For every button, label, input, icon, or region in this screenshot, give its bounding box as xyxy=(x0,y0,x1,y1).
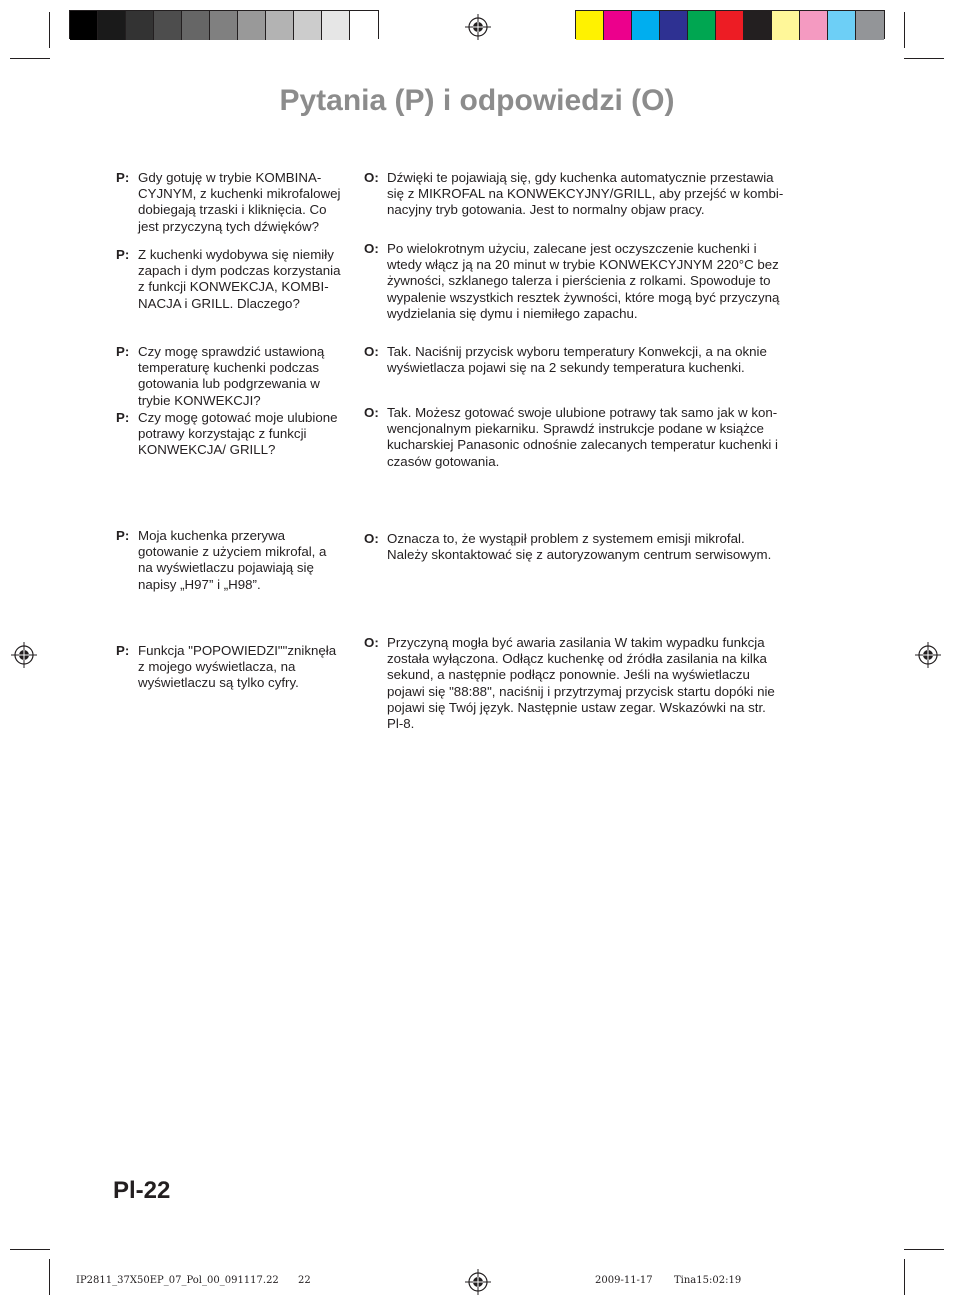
answer-label: O: xyxy=(364,635,379,650)
grayscale-swatch xyxy=(322,11,350,40)
question-label: P: xyxy=(116,643,130,658)
answer-label: O: xyxy=(364,241,379,256)
answer-text-line: została wyłączona. Odłącz kuchenkę od źródła zasilania na kilka xyxy=(387,651,767,667)
crop-mark xyxy=(49,1259,50,1295)
answer-text-line: Tak. Możesz gotować swoje ulubione potrawy tak samo jak w kon- xyxy=(387,405,778,420)
process-color-swatch xyxy=(772,11,800,40)
footer-date: 2009-11-17 xyxy=(595,1275,653,1286)
crop-mark xyxy=(10,58,50,59)
grayscale-swatch xyxy=(126,11,154,40)
question-text-line: zapach i dym podczas korzystania xyxy=(138,263,341,279)
question-label: P: xyxy=(116,247,130,262)
question-text-line: CYJNYM, z kuchenki mikrofalowej xyxy=(138,186,341,202)
process-color-swatch xyxy=(716,11,744,40)
question-label: P: xyxy=(116,528,130,543)
answer-text-line: żywności, szklanego talerza i pierścienia z rolkami. Spowoduje to xyxy=(387,273,771,289)
answer-label: O: xyxy=(364,170,379,185)
question-block xyxy=(116,410,356,459)
footer-time: Tina15:02:19 xyxy=(674,1275,742,1286)
process-color-swatch xyxy=(800,11,828,40)
question-text-line: wyświetlaczu są tylko cyfry. xyxy=(138,675,299,691)
registration-mark-icon xyxy=(11,642,37,668)
grayscale-swatch xyxy=(294,11,322,40)
question-text-line: Czy mogę gotować moje ulubione xyxy=(138,410,338,425)
question-text-line: napisy „H97” i „H98”. xyxy=(138,576,261,592)
answer-text-line: czasów gotowania. xyxy=(387,453,500,469)
answer-text-line: wtedy włącz ją na 20 minut w trybie KONWEKCYJNYM 220°C bez xyxy=(387,257,779,273)
answer-text-line: Tak. Naciśnij przycisk wyboru temperatury Konwekcji, a na oknie xyxy=(387,344,767,359)
answer-block xyxy=(364,531,824,563)
grayscale-swatch xyxy=(238,11,266,40)
question-block xyxy=(116,643,356,692)
question-text-line: potrawy korzystając z funkcji xyxy=(138,426,307,442)
crop-mark xyxy=(904,58,944,59)
process-color-swatch xyxy=(604,11,632,40)
crop-mark xyxy=(904,1249,944,1250)
question-text-line: jest przyczyną tych dźwięków? xyxy=(138,218,320,234)
question-block xyxy=(116,170,356,235)
process-color-swatch xyxy=(688,11,716,40)
question-text-line: z mojego wyświetlacza, na xyxy=(138,659,296,675)
answer-text-line: sekund, a następnie podłącz ponownie. Jeśli na wyświetlaczu xyxy=(387,667,750,683)
registration-mark-icon xyxy=(915,642,941,668)
answer-text-line: Po wielokrotnym użyciu, zalecane jest oczyszczenie kuchenki i xyxy=(387,241,757,256)
question-block xyxy=(116,528,356,593)
answer-text-line: wypalenie wszystkich resztek żywności, które mogą być przyczyną xyxy=(387,289,780,305)
process-color-swatch xyxy=(632,11,660,40)
crop-mark xyxy=(49,12,50,48)
registration-mark-icon xyxy=(465,14,491,40)
process-color-swatch xyxy=(828,11,856,40)
grayscale-swatch xyxy=(70,11,98,40)
question-text-line: temperaturę kuchenki podczas xyxy=(138,360,320,376)
answer-block xyxy=(364,170,824,219)
grayscale-swatch xyxy=(266,11,294,40)
question-text-line: gotowanie z użyciem mikrofal, a xyxy=(138,544,327,560)
answer-text-line: Pl-8. xyxy=(387,716,415,732)
grayscale-swatch xyxy=(98,11,126,40)
question-text-line: Funkcja "POPOWIEDZI""zniknęła xyxy=(138,643,337,658)
process-color-swatch xyxy=(660,11,688,40)
process-color-swatch xyxy=(576,11,604,40)
crop-mark xyxy=(904,12,905,48)
grayscale-swatch xyxy=(154,11,182,40)
footer-filename: IP2811_37X50EP_07_Pol_00_091117.22 xyxy=(76,1275,279,1286)
answer-block xyxy=(364,635,824,732)
question-label: P: xyxy=(116,170,130,185)
question-text-line: KONWEKCJA/ GRILL? xyxy=(138,442,276,458)
answer-text-line: Oznacza to, że wystąpił problem z systemem emisji mikrofal. xyxy=(387,531,745,546)
question-text-line: Z kuchenki wydobywa się niemiły xyxy=(138,247,334,262)
crop-mark xyxy=(904,1259,905,1295)
question-label: P: xyxy=(116,344,130,359)
answer-text-line: wencjonalnym piekarniku. Sprawdź instrukcje podane w książce xyxy=(387,421,764,437)
answer-block xyxy=(364,405,824,470)
answer-label: O: xyxy=(364,405,379,420)
answer-block xyxy=(364,344,824,376)
question-text-line: Czy mogę sprawdzić ustawioną xyxy=(138,344,325,359)
process-color-bar xyxy=(575,10,885,39)
question-text-line: dobiegają trzaski i kliknięcia. Co xyxy=(138,202,327,218)
answer-text-line: Przyczyną mogła być awaria zasilania W takim wypadku funkcja xyxy=(387,635,765,650)
answer-text-line: się z MIKROFAL na KONWEKCYJNY/GRILL, aby przejść w kombi- xyxy=(387,186,784,202)
grayscale-color-bar xyxy=(69,10,379,39)
question-text-line: gotowania lub podgrzewania w xyxy=(138,376,320,392)
question-text-line: z funkcji KONWEKCJA, KOMBI- xyxy=(138,279,329,295)
answer-text-line: Należy skontaktować się z autoryzowanym centrum serwisowym. xyxy=(387,547,772,563)
question-text-line: na wyświetlaczu pojawiają się xyxy=(138,560,314,576)
process-color-swatch xyxy=(744,11,772,40)
footer-page: 22 xyxy=(298,1275,311,1286)
answer-text-line: wydzielania się dymu i niemiłego zapachu. xyxy=(387,305,638,321)
answer-text-line: kucharskiej Panasonic odnośnie zalecanych temperatur kuchenki i xyxy=(387,437,778,453)
question-text-line: Gdy gotuję w trybie KOMBINA- xyxy=(138,170,322,185)
answer-text-line: nacyjny tryb gotowania. Jest to normalny objaw pracy. xyxy=(387,202,705,218)
question-text-line: Moja kuchenka przerywa xyxy=(138,528,286,543)
answer-label: O: xyxy=(364,344,379,359)
grayscale-swatch xyxy=(182,11,210,40)
crop-mark xyxy=(10,1249,50,1250)
answer-text-line: pojawi się "88:88", naciśnij i przytrzymaj przycisk startu dopóki nie xyxy=(387,683,775,699)
grayscale-swatch xyxy=(210,11,238,40)
answer-text-line: Dźwięki te pojawiają się, gdy kuchenka automatycznie przestawia xyxy=(387,170,774,185)
answer-text-line: wyświetlacza pojawi się na 2 sekundy temperatura kuchenki. xyxy=(387,360,745,376)
question-text-line: NACJA i GRILL. Dlaczego? xyxy=(138,295,300,311)
question-label: P: xyxy=(116,410,130,425)
process-color-swatch xyxy=(856,11,884,40)
page-number: Pl-22 xyxy=(113,1177,171,1204)
question-block xyxy=(116,247,356,312)
answer-text-line: pojawi się Twój język. Następnie ustaw zegar. Wskazówki na str. xyxy=(387,699,766,715)
question-block xyxy=(116,344,356,409)
grayscale-swatch xyxy=(350,11,378,40)
registration-mark-icon xyxy=(465,1269,491,1295)
answer-label: O: xyxy=(364,531,379,546)
answer-block xyxy=(364,241,824,322)
question-text-line: trybie KONWEKCJI? xyxy=(138,392,261,408)
page-title: Pytania (P) i odpowiedzi (O) xyxy=(279,84,675,117)
